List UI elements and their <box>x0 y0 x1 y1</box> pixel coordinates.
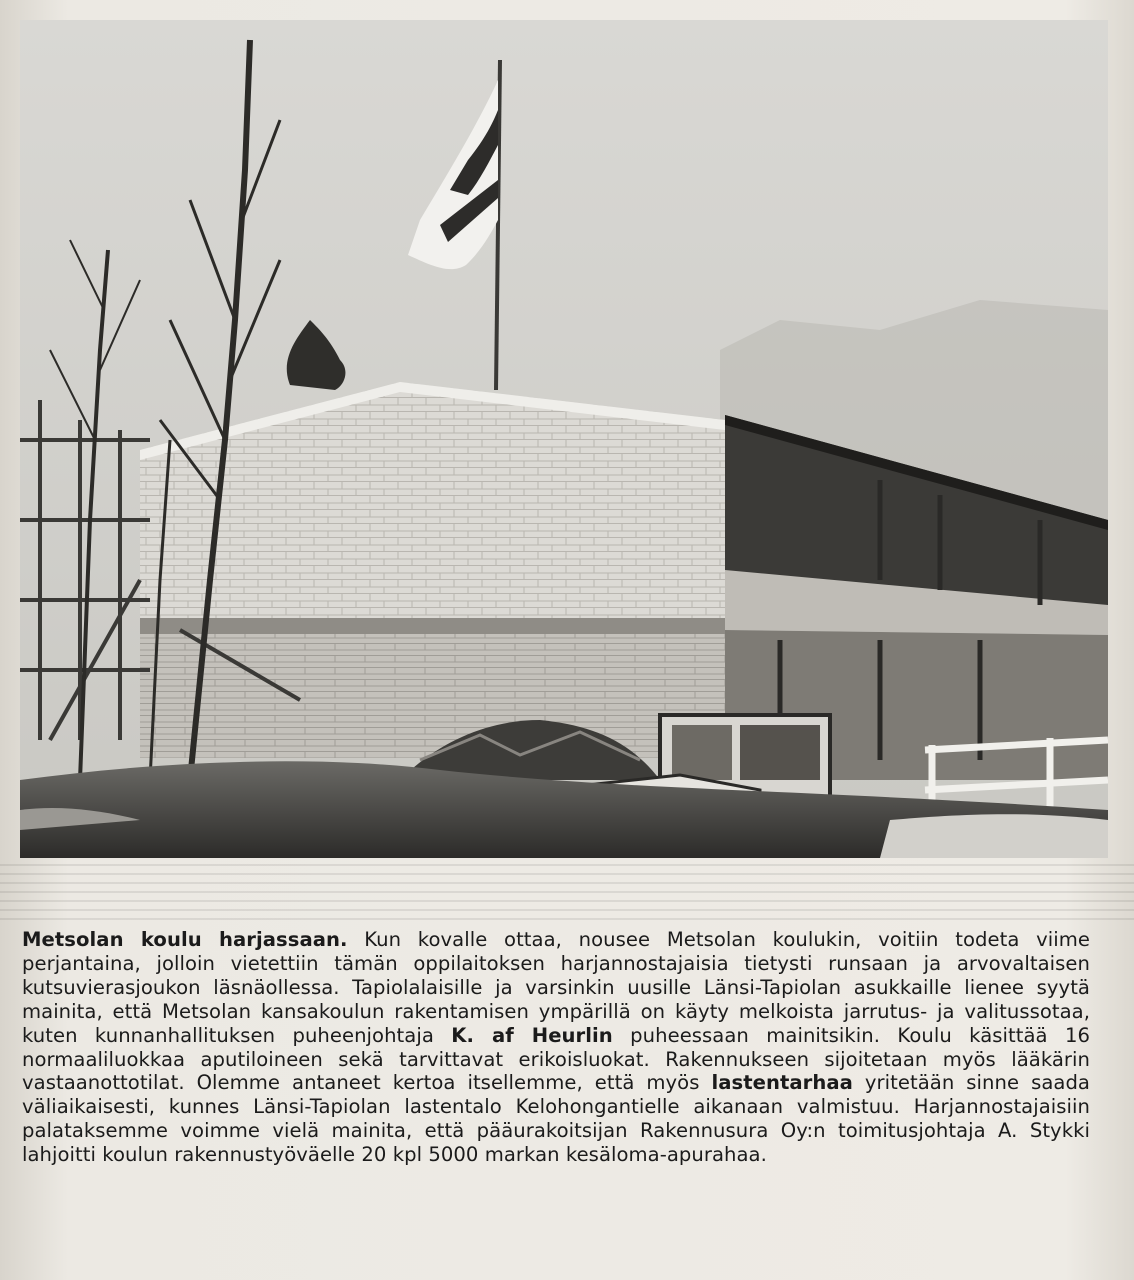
photo-illustration <box>20 20 1108 858</box>
caption-name: K. af Heurlin <box>451 1023 613 1047</box>
photo-caption <box>22 928 1090 1167</box>
caption-text-1: Kun kovalle ottaa, nousee Metsolan koulukin, voitiin todeta viime perjantaina, jolloin vietettiin tämän oppilaitoksen harjannostajaisia tietysti runsaan ja arvovaltaisen kutsuvierasjoukon läsnäollessa. Tapiolalaisille ja varsinkin uusille Länsi-Tapiolan asukkaille lienee syytä mainita, että Metsolan kansakoulun rakentamisen ympärillä on käyty melkoista jarrutus- ja valitussotaa, kuten kunnanhallituksen puheenjohtaja <box>22 928 1090 1047</box>
caption-keyword: lastentarhaa <box>711 1071 853 1095</box>
caption-text-2: puheessaan mainitsikin. Koulu käsittää 16 normaaliluokkaa aputiloineen sekä tarvittavat erikoisluokat. Rakennukseen sijoitetaan myös lääkärin vastaanottotilat. Olemme antaneet kertoa itsellemme, että myös <box>22 1023 1090 1095</box>
caption-text-3: yritetään sinne saada väliaikaisesti, kunnes Länsi-Tapiolan lastentalo Kelohongantielle aikanaan valmistuu. Harjannostajaisiin palataksemme voimme vielä mainita, että pääurakoitsijan Rakennusura Oy:n toimitusjohtaja A. Stykki lahjoitti koulun rakennustyöväelle 20 kpl 5000 markan kesäloma-apurahaa. <box>22 1071 1090 1167</box>
news-photo <box>20 20 1108 858</box>
caption-headline: Metsolan koulu harjassaan. <box>22 928 348 951</box>
bleed-through-text <box>0 860 1134 920</box>
lower-wall <box>140 618 725 758</box>
